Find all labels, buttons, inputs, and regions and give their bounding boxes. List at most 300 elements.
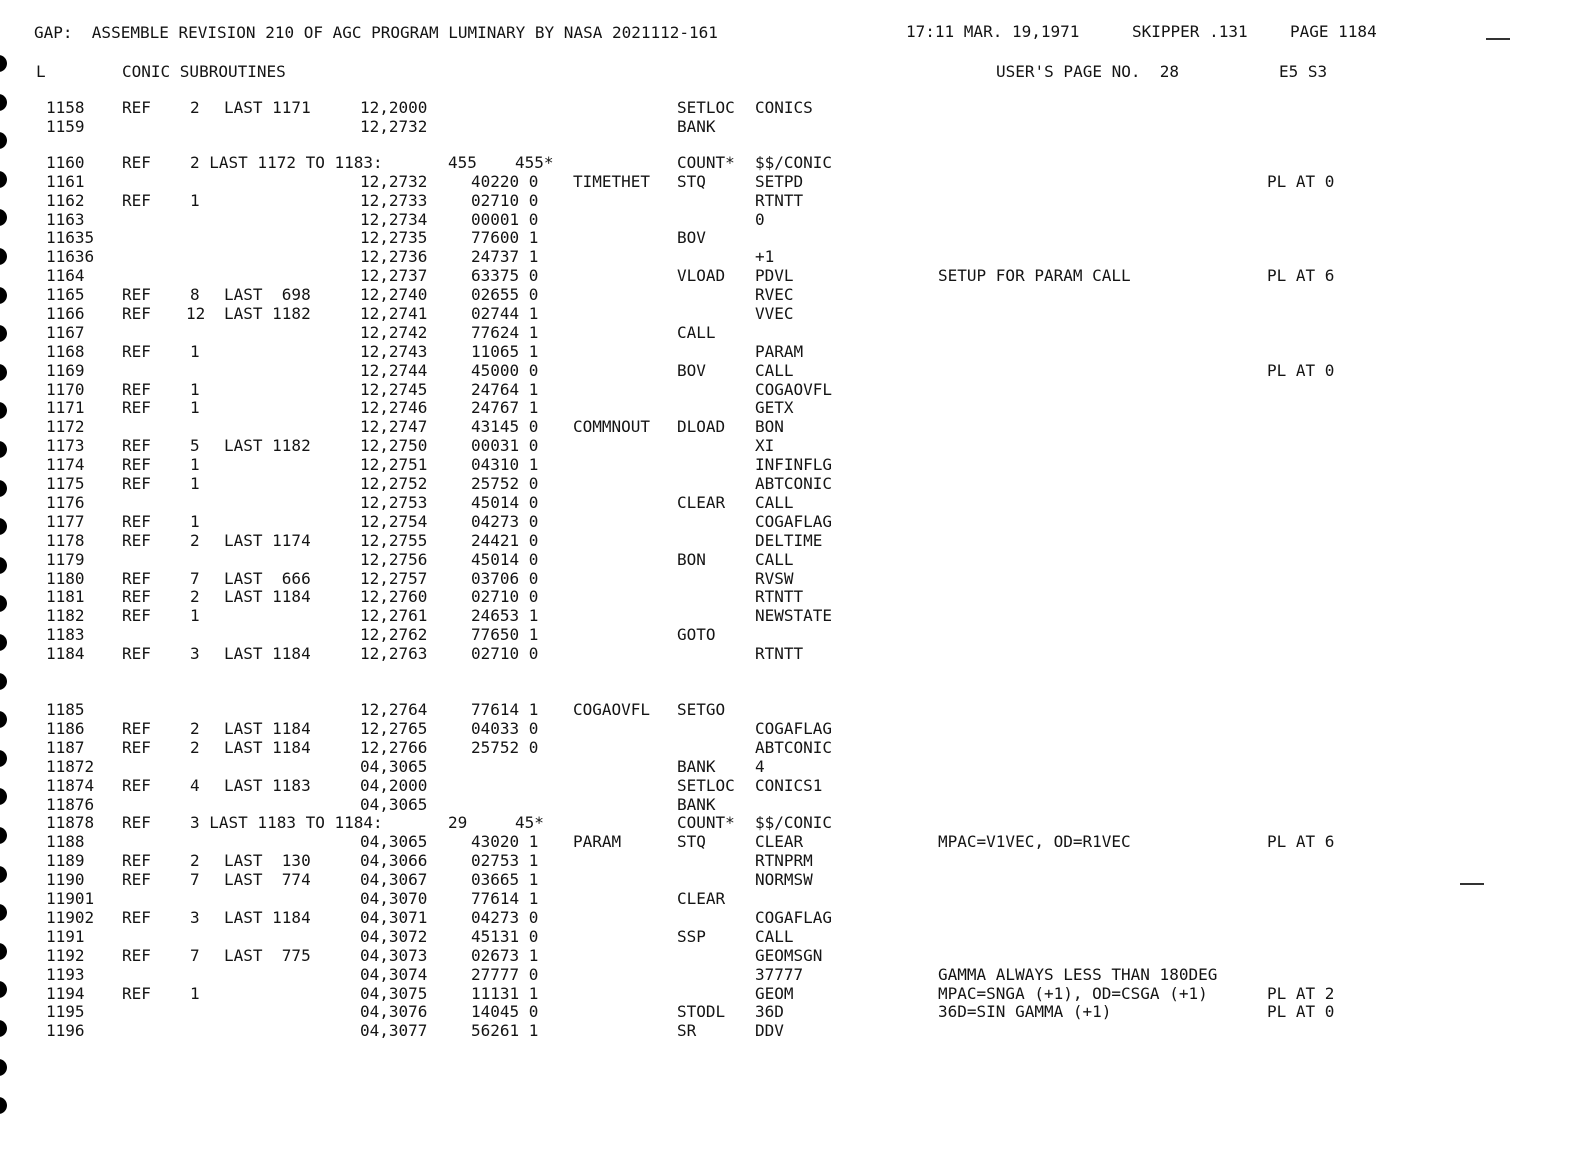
line-number: 1183 [46,625,85,644]
octal-word: 24737 1 [471,247,539,266]
line-number: 11635 [46,228,95,247]
opcode: SSP [677,927,706,946]
operand: CALL [755,361,794,380]
edition-code: E5 S3 [1279,62,1328,81]
octal-word: 77650 1 [471,625,539,644]
address: 12,2742 [360,323,428,342]
operand: CONICS1 [755,776,823,795]
address: 12,2733 [360,191,428,210]
address: 12,2736 [360,247,428,266]
listing-row [0,493,1582,512]
ref-keyword: REF [122,908,151,927]
address: 04,3070 [360,889,428,908]
octal-word: 77624 1 [471,323,539,342]
operand: RVSW [755,569,794,588]
opcode: STQ [677,832,706,851]
symbol-label: COMMNOUT [573,417,651,436]
octal-word: 25752 0 [471,474,539,493]
listing-row [0,117,1582,136]
operand: 37777 [755,965,804,984]
octal-word: 04273 0 [471,512,539,531]
octal-word: 00001 0 [471,210,539,229]
ref-count: 3 [190,644,200,663]
listing-row [0,342,1582,361]
octal-word: 40220 0 [471,172,539,191]
octal-word: 14045 0 [471,1002,539,1021]
ref-count: 1 [190,455,200,474]
last-ref: LAST 1182 [224,304,311,323]
octal-word: 25752 0 [471,738,539,757]
line-number: 1171 [46,398,85,417]
octal-word: 24764 1 [471,380,539,399]
address: 12,2747 [360,417,428,436]
ref-count: 7 [190,569,200,588]
ref-count: 1 [190,191,200,210]
ref-keyword: REF [122,455,151,474]
symbol-label: PARAM [573,832,622,851]
line-number: 1193 [46,965,85,984]
ref-keyword: REF [122,587,151,606]
operand: COGAOVFL [755,380,833,399]
line-number: 1170 [46,380,85,399]
listing-row [0,587,1582,606]
last-ref: LAST 1183 [224,776,311,795]
address: 12,2765 [360,719,428,738]
stray-mark [1460,883,1484,885]
octal-word: 04310 1 [471,455,539,474]
address: 04,3076 [360,1002,428,1021]
line-number: 11876 [46,795,95,814]
opcode: SETLOC [677,776,735,795]
line-number: 1167 [46,323,85,342]
octal-word: 24767 1 [471,398,539,417]
opcode: STQ [677,172,706,191]
ref-keyword: REF [122,398,151,417]
last-ref: LAST 698 [224,285,311,304]
octal-word: 455* [515,153,554,172]
address: 12,2757 [360,569,428,588]
last-ref: LAST 774 [224,870,311,889]
octal-word: 02655 0 [471,285,539,304]
listing-row [0,984,1582,1003]
last-ref: LAST 1184 [224,719,311,738]
last-ref: LAST 130 [224,851,311,870]
octal-word: 43145 0 [471,417,539,436]
octal-word: 77600 1 [471,228,539,247]
line-number: 11878 [46,813,95,832]
line-number: 1168 [46,342,85,361]
listing-row [0,738,1582,757]
address: 04,3067 [360,870,428,889]
last-ref: LAST 1182 [224,436,311,455]
last-ref: LAST 1184 [224,587,311,606]
octal-word: 02673 1 [471,946,539,965]
print-datetime: 17:11 MAR. 19,1971 [906,22,1080,41]
ref-count: 1 [190,380,200,399]
opcode: BOV [677,361,706,380]
listing-row [0,719,1582,738]
operand: PARAM [755,342,804,361]
stray-mark [1486,38,1510,40]
last-ref: LAST 666 [224,569,311,588]
address: 12,2732 [360,117,428,136]
operand: ABTCONIC [755,738,833,757]
listing-row [0,455,1582,474]
operand: XI [755,436,775,455]
ref-keyword: REF [122,304,151,323]
listing-row [0,832,1582,851]
listing-row [0,417,1582,436]
operand: CALL [755,927,794,946]
address: 12,2735 [360,228,428,247]
ref-keyword: REF [122,98,151,117]
page-number: PAGE 1184 [1290,22,1377,41]
octal-word: 02710 0 [471,587,539,606]
listing-row [0,569,1582,588]
octal-word: 24421 0 [471,531,539,550]
ref-keyword: REF [122,606,151,625]
last-ref: LAST 1171 [224,98,311,117]
address: 455 [448,153,477,172]
line-number: 1182 [46,606,85,625]
line-number: 1180 [46,569,85,588]
operand: COGAFLAG [755,719,833,738]
line-number: 11901 [46,889,95,908]
address: 12,2753 [360,493,428,512]
punch-hole [0,1059,7,1076]
ref-count: 2 [190,719,200,738]
address: 29 [448,813,468,832]
count-range: 3 LAST 1183 TO 1184: [190,813,383,832]
octal-word: 77614 1 [471,700,539,719]
ref-keyword: REF [122,474,151,493]
address: 12,2762 [360,625,428,644]
ref-count: 3 [190,908,200,927]
opcode: VLOAD [677,266,726,285]
operand: +1 [755,247,775,266]
address: 04,3072 [360,927,428,946]
listing-row [0,323,1582,342]
symbol-label: COGAOVFL [573,700,651,719]
ref-keyword: REF [122,644,151,663]
address: 12,2760 [360,587,428,606]
ref-count: 2 [190,587,200,606]
octal-word: 45000 0 [471,361,539,380]
line-number: 1161 [46,172,85,191]
ref-count: 7 [190,870,200,889]
address: 04,3066 [360,851,428,870]
octal-word: 04273 0 [471,908,539,927]
line-number: 1176 [46,493,85,512]
ref-keyword: REF [122,719,151,738]
ref-keyword: REF [122,851,151,870]
operand: INFINFLG [755,455,833,474]
last-ref: LAST 1174 [224,531,311,550]
ref-keyword: REF [122,191,151,210]
operand: DELTIME [755,531,823,550]
ref-keyword: REF [122,531,151,550]
listing-row [0,889,1582,908]
operand: SETPD [755,172,804,191]
operand: 4 [755,757,765,776]
address: 04,2000 [360,776,428,795]
address: 04,3065 [360,832,428,851]
operand: DDV [755,1021,784,1040]
operand: CLEAR [755,832,804,851]
listing-row [0,172,1582,191]
opcode: SETGO [677,700,726,719]
line-number: 1164 [46,266,85,285]
octal-word: 02710 0 [471,644,539,663]
pushdown-level: PL AT 0 [1267,1002,1335,1021]
ref-keyword: REF [122,738,151,757]
line-number: 11872 [46,757,95,776]
listing-row [0,474,1582,493]
listing-title: GAP: ASSEMBLE REVISION 210 OF AGC PROGRAM LUMINARY BY NASA 2021112-161 [34,23,718,42]
listing-row [0,98,1582,117]
address: 04,3071 [360,908,428,927]
operand: RVEC [755,285,794,304]
listing-row [0,247,1582,266]
octal-word: 02744 1 [471,304,539,323]
listing-row [0,380,1582,399]
operand: 0 [755,210,765,229]
ref-count: 1 [190,984,200,1003]
ref-keyword: REF [122,870,151,889]
address: 12,2756 [360,550,428,569]
pushdown-level: PL AT 0 [1267,172,1335,191]
address: 04,3075 [360,984,428,1003]
line-number: 1186 [46,719,85,738]
ref-keyword: REF [122,813,151,832]
operand: CALL [755,493,794,512]
line-number: 1195 [46,1002,85,1021]
operand: COGAFLAG [755,908,833,927]
line-number: 1174 [46,455,85,474]
octal-word: 04033 0 [471,719,539,738]
ref-keyword: REF [122,984,151,1003]
octal-word: 63375 0 [471,266,539,285]
operand: RTNPRM [755,851,813,870]
line-number: 1194 [46,984,85,1003]
opcode: COUNT* [677,153,735,172]
skipper-version: SKIPPER .131 [1132,22,1248,41]
address: 12,2743 [360,342,428,361]
last-ref: LAST 1184 [224,644,311,663]
octal-word: 45131 0 [471,927,539,946]
ref-count: 2 [190,738,200,757]
address: 12,2737 [360,266,428,285]
ref-count: 8 [190,285,200,304]
line-number: 1175 [46,474,85,493]
listing-row [0,757,1582,776]
listing-row [0,700,1582,719]
operand: NEWSTATE [755,606,833,625]
listing-row [0,946,1582,965]
opcode: CALL [677,323,716,342]
users-page-number: USER'S PAGE NO. 28 [996,62,1180,81]
line-number: 1158 [46,98,85,117]
opcode: BON [677,550,706,569]
address: 12,2752 [360,474,428,493]
line-number: 1196 [46,1021,85,1040]
listing-row [0,361,1582,380]
ref-keyword: REF [122,153,151,172]
address: 12,2766 [360,738,428,757]
listing-row [0,908,1582,927]
last-ref: LAST 775 [224,946,311,965]
last-ref: LAST 1184 [224,738,311,757]
ref-count: 1 [190,606,200,625]
comment: SETUP FOR PARAM CALL [938,266,1131,285]
line-number: 11636 [46,247,95,266]
operand: GETX [755,398,794,417]
ref-keyword: REF [122,946,151,965]
address: 12,2751 [360,455,428,474]
comment: 36D=SIN GAMMA (+1) [938,1002,1112,1021]
address: 04,3073 [360,946,428,965]
ref-keyword: REF [122,569,151,588]
address: 04,3065 [360,795,428,814]
comment: MPAC=SNGA (+1), OD=CSGA (+1) [938,984,1208,1003]
listing-row [0,1002,1582,1021]
ref-count: 7 [190,946,200,965]
octal-word: 11131 1 [471,984,539,1003]
octal-word: 24653 1 [471,606,539,625]
opcode: BANK [677,117,716,136]
pushdown-level: PL AT 0 [1267,361,1335,380]
line-number: 1192 [46,946,85,965]
listing-row [0,550,1582,569]
operand: ABTCONIC [755,474,833,493]
listing-row [0,228,1582,247]
ref-keyword: REF [122,285,151,304]
section-title: CONIC SUBROUTINES [122,62,286,81]
line-number: 1188 [46,832,85,851]
ref-keyword: REF [122,776,151,795]
octal-word: 45* [515,813,544,832]
listing-row [0,436,1582,455]
punch-hole [0,55,7,72]
operand: COGAFLAG [755,512,833,531]
line-number: 1187 [46,738,85,757]
line-number: 1184 [46,644,85,663]
listing-row [0,795,1582,814]
operand: CALL [755,550,794,569]
operand: $$/CONIC [755,813,833,832]
opcode: DLOAD [677,417,726,436]
listing-row [0,776,1582,795]
octal-word: 77614 1 [471,889,539,908]
operand: RTNTT [755,587,804,606]
line-number: 1160 [46,153,85,172]
operand: 36D [755,1002,784,1021]
opcode: BANK [677,795,716,814]
opcode: STODL [677,1002,726,1021]
line-number: 1189 [46,851,85,870]
listing-row [0,266,1582,285]
listing-row [0,851,1582,870]
ref-count: 2 [190,851,200,870]
ref-count: 2 [190,98,200,117]
listing-row [0,927,1582,946]
line-number: 1179 [46,550,85,569]
address: 12,2734 [360,210,428,229]
pushdown-level: PL AT 2 [1267,984,1335,1003]
line-number: 1191 [46,927,85,946]
ref-count: 1 [190,342,200,361]
opcode: CLEAR [677,493,726,512]
opcode: COUNT* [677,813,735,832]
octal-word: 27777 0 [471,965,539,984]
listing-row [0,625,1582,644]
line-number: 1163 [46,210,85,229]
line-number: 1159 [46,117,85,136]
opcode: SR [677,1021,697,1040]
octal-word: 03706 0 [471,569,539,588]
line-number: 1190 [46,870,85,889]
ref-keyword: REF [122,436,151,455]
line-number: 1173 [46,436,85,455]
punch-hole [0,673,7,690]
line-number: 1165 [46,285,85,304]
address: 12,2741 [360,304,428,323]
address: 12,2000 [360,98,428,117]
ref-count: 1 [190,474,200,493]
line-number: 1177 [46,512,85,531]
octal-word: 43020 1 [471,832,539,851]
address: 12,2745 [360,380,428,399]
address: 12,2755 [360,531,428,550]
listing-row [0,965,1582,984]
listing-row [0,813,1582,832]
listing-row [0,870,1582,889]
operand: RTNTT [755,644,804,663]
punch-hole [0,1097,7,1114]
ref-count: 12 [186,304,206,323]
address: 12,2746 [360,398,428,417]
operand: RTNTT [755,191,804,210]
listing-row [0,191,1582,210]
ref-count: 1 [190,512,200,531]
line-number: 1178 [46,531,85,550]
operand: BON [755,417,784,436]
opcode: BOV [677,228,706,247]
operand: $$/CONIC [755,153,833,172]
octal-word: 02710 0 [471,191,539,210]
pushdown-level: PL AT 6 [1267,832,1335,851]
address: 12,2763 [360,644,428,663]
listing-row [0,398,1582,417]
listing-row [0,644,1582,663]
address: 12,2732 [360,172,428,191]
ref-count: 5 [190,436,200,455]
octal-word: 02753 1 [471,851,539,870]
line-number: 1181 [46,587,85,606]
listing-row [0,1021,1582,1040]
octal-word: 45014 0 [471,550,539,569]
ref-count: 4 [190,776,200,795]
address: 04,3077 [360,1021,428,1040]
listing-row [0,153,1582,172]
ref-count: 2 [190,531,200,550]
address: 12,2740 [360,285,428,304]
opcode: SETLOC [677,98,735,117]
octal-word: 11065 1 [471,342,539,361]
address: 12,2761 [360,606,428,625]
line-number: 1169 [46,361,85,380]
listing-row [0,512,1582,531]
